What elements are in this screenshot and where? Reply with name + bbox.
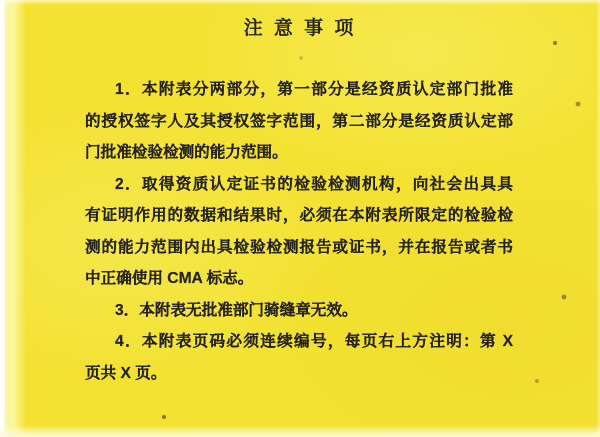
text-line: 1．本附表分两部分，第一部分是经资质认定部门批准 — [115, 81, 513, 98]
page-top-edge — [0, 0, 600, 5]
text-line: 2．取得资质认定证书的检验检测机构，向社会出具具 — [115, 175, 513, 193]
page-right-edge — [596, 0, 600, 437]
notice-text-block — [85, 74, 513, 389]
text-line: 测的能力范围内出具检验检测报告或证书，并在报告或者书 — [85, 238, 513, 256]
page-bottom-edge — [0, 425, 600, 437]
text-line: 4．本附表页码必须连续编号，每页右上方注明：第 X — [115, 333, 513, 350]
text-line: 页共 X 页。 — [85, 364, 167, 382]
text-line: 门批准检验检测的能力范围。 — [85, 144, 288, 161]
text-line: 的授权签字人及其授权签字范围，第二部分是经资质认定部 — [85, 112, 513, 130]
text-line: 中正确使用 CMA 标志。 — [85, 270, 254, 287]
text-line: 有证明作用的数据和结果时，必须在本附表所限定的检验检 — [85, 207, 513, 224]
page-title: 注 意 事 项 — [243, 18, 357, 39]
text-line: 3．本附表无批准部门骑缝章无效。 — [115, 301, 358, 319]
page-left-edge — [0, 0, 26, 437]
scan-speckles — [0, 0, 2, 2]
